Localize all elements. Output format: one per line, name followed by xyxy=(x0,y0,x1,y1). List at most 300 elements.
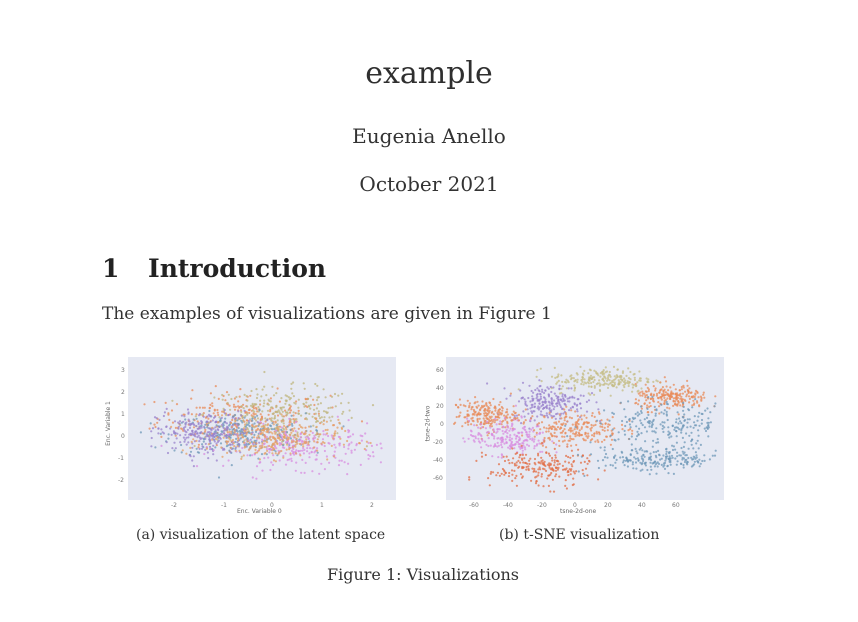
scatter-point xyxy=(222,465,224,467)
scatter-point xyxy=(513,470,515,472)
scatter-point xyxy=(582,469,584,471)
scatter-point xyxy=(466,418,468,420)
scatter-point xyxy=(606,457,608,459)
scatter-point xyxy=(271,386,273,388)
scatter-point xyxy=(676,452,678,454)
scatter-point xyxy=(564,417,566,419)
scatter-point xyxy=(257,421,259,423)
scatter-point xyxy=(604,382,606,384)
scatter-point xyxy=(524,401,526,403)
scatter-point xyxy=(681,428,683,430)
scatter-point xyxy=(557,426,559,428)
scatter-point xyxy=(697,429,699,431)
scatter-point xyxy=(351,417,353,419)
scatter-point xyxy=(639,462,641,464)
scatter-point xyxy=(573,397,575,399)
scatter-point xyxy=(602,459,604,461)
scatter-point xyxy=(574,428,576,430)
scatter-point xyxy=(563,436,565,438)
scatter-point xyxy=(579,403,581,405)
scatter-point xyxy=(525,469,527,471)
scatter-point xyxy=(241,434,243,436)
scatter-point xyxy=(313,447,315,449)
series-cluster-blue-bottom xyxy=(577,441,717,477)
scatter-point xyxy=(525,408,527,410)
scatter-point xyxy=(207,457,209,459)
scatter-point xyxy=(640,410,642,412)
scatter-point xyxy=(700,396,702,398)
scatter-point xyxy=(548,393,550,395)
scatter-point xyxy=(266,438,268,440)
scatter-point xyxy=(712,455,714,457)
scatter-point xyxy=(624,464,626,466)
scatter-point xyxy=(539,385,541,387)
scatter-point xyxy=(203,426,205,428)
scatter-point xyxy=(376,444,378,446)
scatter-point xyxy=(634,402,636,404)
scatter-point xyxy=(562,412,564,414)
scatter-point xyxy=(230,447,232,449)
scatter-point xyxy=(284,435,286,437)
scatter-point xyxy=(497,456,499,458)
scatter-point xyxy=(279,401,281,403)
scatter-point xyxy=(290,388,292,390)
scatter-point xyxy=(613,456,615,458)
scatter-point xyxy=(324,450,326,452)
scatter-point xyxy=(560,417,562,419)
scatter-point xyxy=(591,434,593,436)
scatter-point xyxy=(156,422,158,424)
scatter-point xyxy=(150,422,152,424)
scatter-point xyxy=(510,428,512,430)
scatter-point xyxy=(275,430,277,432)
scatter-point xyxy=(308,452,310,454)
scatter-point xyxy=(294,446,296,448)
scatter-point xyxy=(530,480,532,482)
scatter-point xyxy=(150,430,152,432)
scatter-point xyxy=(668,433,670,435)
scatter-point xyxy=(666,451,668,453)
scatter-point xyxy=(631,421,633,423)
scatter-point xyxy=(466,415,468,417)
scatter-point xyxy=(577,415,579,417)
scatter-point xyxy=(601,441,603,443)
scatter-point xyxy=(648,390,650,392)
scatter-point xyxy=(553,491,555,493)
scatter-point xyxy=(200,431,202,433)
scatter-point xyxy=(248,422,250,424)
scatter-point xyxy=(540,368,542,370)
scatter-point xyxy=(538,400,540,402)
scatter-point xyxy=(229,409,231,411)
scatter-point xyxy=(714,455,716,457)
scatter-point xyxy=(544,402,546,404)
scatter-point xyxy=(649,402,651,404)
scatter-point xyxy=(550,463,552,465)
scatter-point xyxy=(536,443,538,445)
scatter-point xyxy=(251,454,253,456)
scatter-point xyxy=(572,484,574,486)
scatter-point xyxy=(478,405,480,407)
scatter-point xyxy=(600,422,602,424)
scatter-point xyxy=(254,403,256,405)
scatter-point xyxy=(555,418,557,420)
scatter-point xyxy=(461,425,463,427)
scatter-point xyxy=(246,440,248,442)
scatter-point xyxy=(554,432,556,434)
scatter-point xyxy=(555,457,557,459)
scatter-point xyxy=(323,419,325,421)
scatter-point xyxy=(540,393,542,395)
scatter-point xyxy=(610,464,612,466)
scatter-point xyxy=(343,444,345,446)
scatter-point xyxy=(635,468,637,470)
scatter-point xyxy=(505,472,507,474)
scatter-point xyxy=(255,419,257,421)
scatter-point xyxy=(564,485,566,487)
scatter-point xyxy=(286,411,288,413)
scatter-point xyxy=(684,451,686,453)
scatter-point xyxy=(627,400,629,402)
scatter-point xyxy=(536,423,538,425)
scatter-point xyxy=(666,397,668,399)
scatter-point xyxy=(546,412,548,414)
scatter-point xyxy=(602,429,604,431)
scatter-point xyxy=(273,443,275,445)
scatter-point xyxy=(255,407,257,409)
scatter-point xyxy=(709,411,711,413)
scatter-point xyxy=(627,429,629,431)
scatter-point xyxy=(364,432,366,434)
scatter-point xyxy=(500,444,502,446)
scatter-point xyxy=(506,432,508,434)
scatter-point xyxy=(282,419,284,421)
scatter-point xyxy=(518,414,520,416)
section-title: Introduction xyxy=(148,254,327,283)
scatter-point xyxy=(212,445,214,447)
scatter-point xyxy=(341,393,343,395)
scatter-point xyxy=(588,382,590,384)
scatter-point xyxy=(230,398,232,400)
scatter-point xyxy=(499,475,501,477)
scatter-point xyxy=(298,428,300,430)
scatter-point xyxy=(537,393,539,395)
scatter-point xyxy=(532,392,534,394)
scatter-point xyxy=(503,426,505,428)
scatter-point xyxy=(579,366,581,368)
scatter-point xyxy=(278,437,280,439)
scatter-point xyxy=(277,414,279,416)
scatter-point xyxy=(666,414,668,416)
scatter-point xyxy=(525,454,527,456)
scatter-point xyxy=(557,399,559,401)
scatter-point xyxy=(474,412,476,414)
scatter-point xyxy=(491,416,493,418)
scatter-point xyxy=(291,423,293,425)
scatter-point xyxy=(194,445,196,447)
scatter-point xyxy=(203,453,205,455)
scatter-point xyxy=(678,413,680,415)
scatter-point xyxy=(640,405,642,407)
scatter-point xyxy=(261,419,263,421)
scatter-point xyxy=(255,388,257,390)
scatter-point xyxy=(641,455,643,457)
scatter-point xyxy=(669,398,671,400)
scatter-point xyxy=(607,426,609,428)
latent-space-plot xyxy=(128,357,396,500)
scatter-point xyxy=(624,425,626,427)
scatter-point xyxy=(560,388,562,390)
scatter-point xyxy=(198,435,200,437)
scatter-point xyxy=(545,446,547,448)
scatter-point xyxy=(580,415,582,417)
scatter-point xyxy=(695,442,697,444)
scatter-point xyxy=(492,471,494,473)
scatter-point xyxy=(308,405,310,407)
scatter-point xyxy=(547,437,549,439)
scatter-point xyxy=(539,433,541,435)
scatter-point xyxy=(704,410,706,412)
scatter-point xyxy=(556,460,558,462)
scatter-point xyxy=(277,428,279,430)
scatter-point xyxy=(644,456,646,458)
scatter-point xyxy=(570,407,572,409)
tsne-xtick: 20 xyxy=(604,502,612,509)
latent-space-scatter xyxy=(128,357,396,500)
scatter-point xyxy=(325,396,327,398)
scatter-point xyxy=(317,403,319,405)
scatter-point xyxy=(238,450,240,452)
scatter-point xyxy=(507,447,509,449)
scatter-point xyxy=(598,379,600,381)
scatter-point xyxy=(511,420,513,422)
scatter-point xyxy=(341,428,343,430)
scatter-point xyxy=(593,433,595,435)
scatter-point xyxy=(250,439,252,441)
scatter-point xyxy=(651,396,653,398)
scatter-point xyxy=(703,454,705,456)
scatter-point xyxy=(313,440,315,442)
scatter-point xyxy=(215,429,217,431)
scatter-point xyxy=(588,399,590,401)
scatter-point xyxy=(489,484,491,486)
scatter-point xyxy=(521,467,523,469)
scatter-point xyxy=(583,378,585,380)
scatter-point xyxy=(342,411,344,413)
scatter-point xyxy=(479,418,481,420)
scatter-point xyxy=(698,404,700,406)
scatter-point xyxy=(283,447,285,449)
scatter-point xyxy=(261,453,263,455)
scatter-point xyxy=(338,464,340,466)
scatter-point xyxy=(513,411,515,413)
scatter-point xyxy=(309,408,311,410)
scatter-point xyxy=(246,395,248,397)
scatter-point xyxy=(613,366,615,368)
scatter-point xyxy=(569,440,571,442)
scatter-point xyxy=(570,409,572,411)
scatter-point xyxy=(223,432,225,434)
scatter-point xyxy=(541,380,543,382)
scatter-point xyxy=(286,449,288,451)
scatter-point xyxy=(680,447,682,449)
scatter-point xyxy=(548,485,550,487)
scatter-point xyxy=(590,382,592,384)
scatter-point xyxy=(545,427,547,429)
scatter-point xyxy=(522,450,524,452)
scatter-point xyxy=(190,433,192,435)
scatter-point xyxy=(308,438,310,440)
scatter-point xyxy=(233,445,235,447)
scatter-point xyxy=(628,459,630,461)
scatter-point xyxy=(652,446,654,448)
scatter-point xyxy=(551,459,553,461)
scatter-point xyxy=(187,408,189,410)
scatter-point xyxy=(591,415,593,417)
scatter-point xyxy=(301,427,303,429)
scatter-point xyxy=(667,426,669,428)
scatter-point xyxy=(283,422,285,424)
scatter-point xyxy=(541,391,543,393)
scatter-point xyxy=(511,425,513,427)
scatter-point xyxy=(548,465,550,467)
scatter-point xyxy=(635,461,637,463)
scatter-point xyxy=(566,420,568,422)
scatter-point xyxy=(615,467,617,469)
scatter-point xyxy=(685,395,687,397)
scatter-point xyxy=(350,441,352,443)
scatter-point xyxy=(603,439,605,441)
scatter-point xyxy=(208,436,210,438)
scatter-point xyxy=(319,417,321,419)
scatter-point xyxy=(261,442,263,444)
scatter-point xyxy=(211,405,213,407)
latent-ytick: 0 xyxy=(121,433,125,440)
scatter-point xyxy=(290,421,292,423)
scatter-point xyxy=(370,442,372,444)
scatter-point xyxy=(364,448,366,450)
tsne-xtick: 60 xyxy=(672,502,680,509)
scatter-point xyxy=(474,414,476,416)
scatter-point xyxy=(467,424,469,426)
scatter-point xyxy=(653,462,655,464)
scatter-point xyxy=(295,400,297,402)
scatter-point xyxy=(639,394,641,396)
scatter-point xyxy=(320,463,322,465)
scatter-point xyxy=(206,448,208,450)
scatter-point xyxy=(541,389,543,391)
latent-xtick: -1 xyxy=(221,502,227,509)
scatter-point xyxy=(568,381,570,383)
scatter-point xyxy=(616,386,618,388)
scatter-point xyxy=(323,433,325,435)
scatter-point xyxy=(501,421,503,423)
scatter-point xyxy=(344,461,346,463)
scatter-point xyxy=(636,452,638,454)
scatter-point xyxy=(542,459,544,461)
scatter-point xyxy=(265,428,267,430)
scatter-point xyxy=(251,420,253,422)
scatter-point xyxy=(540,410,542,412)
scatter-point xyxy=(234,420,236,422)
scatter-point xyxy=(641,391,643,393)
scatter-point xyxy=(575,470,577,472)
scatter-point xyxy=(292,448,294,450)
scatter-point xyxy=(205,435,207,437)
scatter-point xyxy=(476,401,478,403)
scatter-point xyxy=(554,393,556,395)
tsne-ytick: 40 xyxy=(436,385,444,392)
scatter-point xyxy=(472,420,474,422)
scatter-point xyxy=(298,413,300,415)
scatter-point xyxy=(225,435,227,437)
scatter-point xyxy=(493,413,495,415)
scatter-point xyxy=(207,424,209,426)
scatter-point xyxy=(557,463,559,465)
scatter-point xyxy=(568,387,570,389)
scatter-point xyxy=(272,436,274,438)
scatter-point xyxy=(181,451,183,453)
scatter-point xyxy=(533,447,535,449)
scatter-point xyxy=(485,444,487,446)
scatter-point xyxy=(644,450,646,452)
scatter-point xyxy=(295,462,297,464)
scatter-point xyxy=(664,376,666,378)
scatter-point xyxy=(673,473,675,475)
scatter-point xyxy=(574,426,576,428)
scatter-point xyxy=(316,458,318,460)
scatter-point xyxy=(605,465,607,467)
scatter-point xyxy=(636,431,638,433)
scatter-point xyxy=(477,418,479,420)
scatter-point xyxy=(630,426,632,428)
scatter-point xyxy=(467,400,469,402)
scatter-point xyxy=(265,431,267,433)
scatter-point xyxy=(207,418,209,420)
scatter-point xyxy=(335,405,337,407)
scatter-point xyxy=(339,423,341,425)
scatter-point xyxy=(279,426,281,428)
scatter-point xyxy=(557,373,559,375)
scatter-point xyxy=(234,418,236,420)
scatter-point xyxy=(650,398,652,400)
scatter-point xyxy=(249,409,251,411)
scatter-point xyxy=(511,429,513,431)
scatter-point xyxy=(511,413,513,415)
scatter-point xyxy=(253,441,255,443)
scatter-point xyxy=(609,371,611,373)
scatter-point xyxy=(275,452,277,454)
scatter-point xyxy=(494,410,496,412)
scatter-point xyxy=(285,464,287,466)
tsne-plot xyxy=(446,357,724,500)
scatter-point xyxy=(561,381,563,383)
scatter-point xyxy=(291,441,293,443)
scatter-point xyxy=(591,392,593,394)
scatter-point xyxy=(231,464,233,466)
scatter-point xyxy=(307,441,309,443)
scatter-point xyxy=(213,412,215,414)
scatter-point xyxy=(494,445,496,447)
scatter-point xyxy=(594,379,596,381)
scatter-point xyxy=(239,388,241,390)
scatter-point xyxy=(600,447,602,449)
scatter-point xyxy=(228,394,230,396)
latent-xtick: -2 xyxy=(171,502,177,509)
scatter-point xyxy=(498,414,500,416)
tsne-x-axis-label: tsne-2d-one xyxy=(560,508,597,515)
scatter-point xyxy=(509,439,511,441)
